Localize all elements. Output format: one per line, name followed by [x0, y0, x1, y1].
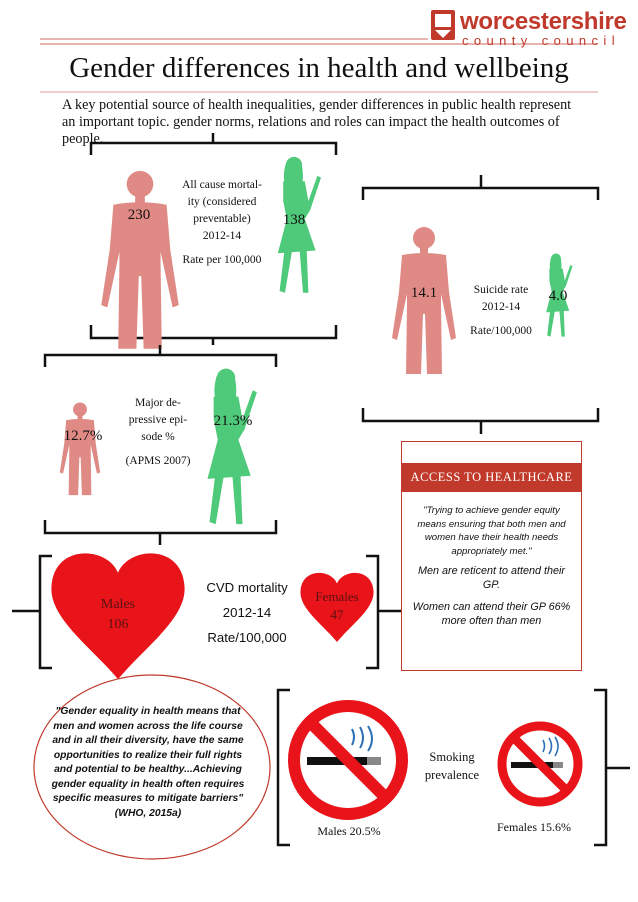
no-smoking-male-icon: [294, 706, 402, 814]
cvd-male-value: 106: [107, 617, 129, 632]
cvd-male-heart-text: [88, 595, 148, 635]
access-to-healthcare-panel: [401, 441, 582, 671]
intro-paragraph: A key potential source of health inequalities, gender differences in public health represent an important topic. gender norms, relations and roles can impact the health outcomes of people.: [62, 97, 572, 147]
cvd-label: [192, 575, 302, 650]
access-title: ACCESS TO HEALTHCARE: [402, 463, 581, 492]
cvd-female-heart-text: [305, 588, 369, 624]
cvd-label-line: CVD mortality: [206, 580, 288, 595]
mortality-female-value: 138: [282, 212, 306, 228]
mortality-label-line: ity (considered: [187, 196, 257, 208]
suicide-male-value: 14.1: [410, 285, 438, 301]
depression-label: [114, 395, 202, 470]
access-quote: "Trying to achieve gender equity means ensuring that both men and women have their health needs appropriately met.": [417, 505, 566, 557]
no-smoking-female-icon: [502, 726, 578, 802]
access-point-men: Men are reticent to attend their GP.: [417, 565, 566, 591]
suicide-label-line: Suicide rate: [473, 284, 529, 296]
depression-label-line: sode %: [141, 431, 175, 443]
mortality-male-value: 230: [127, 207, 151, 223]
male-figure-icon: [60, 402, 100, 495]
suicide-rate: Rate/100,000: [470, 325, 532, 337]
page-title: Gender differences in health and wellbeing: [69, 52, 569, 84]
mortality-label-line: 2012-14: [202, 230, 242, 242]
mortality-label-line: All cause mortal-: [182, 179, 262, 191]
depression-label-line: pressive epi-: [128, 414, 188, 426]
cvd-label-line: 2012-14: [222, 605, 272, 620]
who-quote: "Gender equality in health means that men and women across the life course and in all their diversity, have the same opportunities to realize their full rights and potential to be healthy...Achieving gender equality in health often requires specific measures to mitigate barriers" (WHO, 2015a): [51, 706, 245, 819]
suicide-female-value: 4.0: [548, 288, 568, 304]
depression-source: (APMS 2007): [125, 455, 191, 467]
depression-label-line: Major de-: [135, 397, 181, 409]
cvd-label-line: Rate/100,000: [207, 630, 287, 645]
mortality-label-line: preventable): [193, 213, 251, 225]
mortality-rate: Rate per 100,000: [182, 254, 262, 266]
smoking-females-value: Females 15.6%: [497, 820, 571, 834]
cvd-female-value: 47: [330, 607, 344, 622]
male-figure-icon: [101, 171, 178, 349]
depression-male-value: 12.7%: [63, 428, 103, 444]
smoking-label-line: prevalence: [424, 768, 480, 782]
suicide-label: [456, 282, 546, 340]
council-logo-subtitle: county council: [462, 33, 620, 48]
suicide-label-line: 2012-14: [481, 301, 521, 313]
council-crest-icon: [431, 10, 455, 40]
smoking-males-value: Males 20.5%: [317, 824, 381, 838]
council-logo-name: worcestershire: [460, 8, 627, 35]
cvd-male-label: Males: [100, 597, 136, 612]
female-figure-icon: [207, 369, 256, 525]
cvd-female-label: Females: [315, 589, 359, 604]
depression-female-value: 21.3%: [213, 413, 253, 429]
smoking-label-line: Smoking: [429, 750, 475, 764]
smoking-label: [414, 748, 490, 784]
mortality-label: [174, 177, 270, 269]
access-point-women: Women can attend their GP 66% more often than men: [412, 601, 571, 627]
